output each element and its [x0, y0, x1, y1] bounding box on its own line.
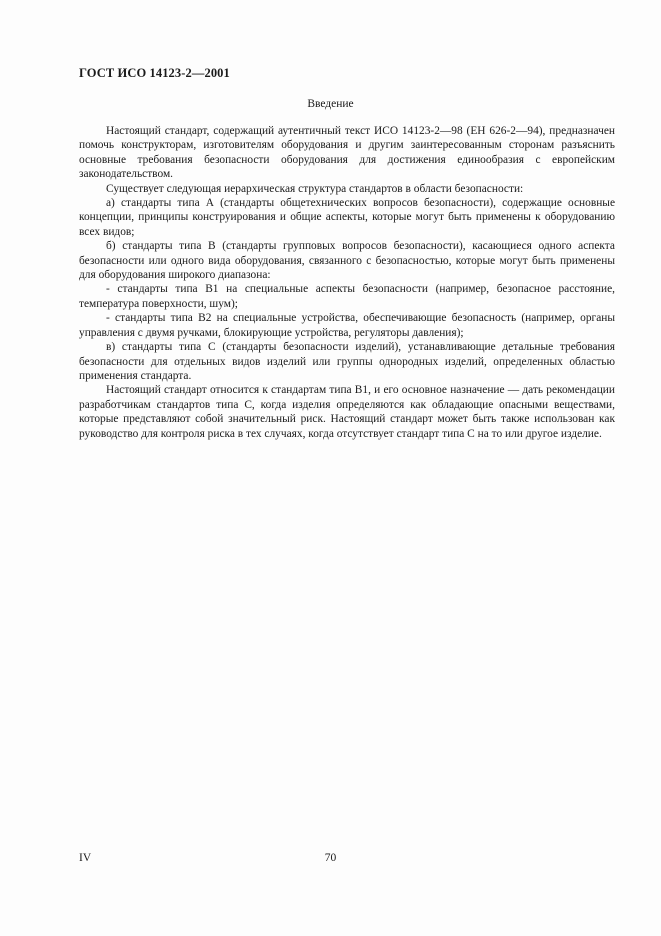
- document-code: ГОСТ ИСО 14123-2—2001: [79, 66, 230, 80]
- paragraph-structure: Существует следующая иерархическая структура стандартов в области безопасности:: [106, 182, 524, 195]
- document-body: [79, 124, 615, 441]
- paragraph-type-b: б) стандарты типа В (стандарты групповых вопросов безопасности), касающиеся одного аспекта безопасности или одного вида оборудования, связанного с безопасностью, которые могут быть применены для оборудования широкого диапазона:: [79, 240, 615, 282]
- section-title: Введение: [307, 98, 354, 110]
- paragraph-type-c: в) стандарты типа С (стандарты безопасности изделий), устанавливающие детальные требования безопасности для отдельных видов изделий или группы однородных изделий, определенных областью применения стандарта.: [79, 341, 615, 382]
- roman-page-number: IV: [79, 852, 92, 864]
- page-number: 70: [324, 852, 337, 864]
- paragraph-purpose: Настоящий стандарт относится к стандартам типа В1, и его основное назначение — дать рекомендации разработчикам стандартов типа С, когда изделия определяются как обладающие опасными веществами, которые представляют собой значительный риск. Настоящий стандарт может быть также использован как руководство для контроля риска в тех случаях, когда отсутствует стандарт типа С на то или другое изделие.: [79, 384, 615, 440]
- paragraph-type-a: а) стандарты типа А (стандарты общетехнических вопросов безопасности), содержащие основные концепции, принципы конструирования и общие аспекты, которые могут быть применены к оборудованию всех видов;: [79, 197, 615, 238]
- paragraph-intro: Настоящий стандарт, содержащий аутентичный текст ИСО 14123-2—98 (ЕН 626-2—94), предназначен помочь конструкторам, изготовителям оборудования и другим заинтересованным сторонам разъяснить основные требования безопасности оборудования для достижения единообразия с европейским законодательством.: [79, 125, 615, 181]
- paragraph-type-b2: - стандарты типа В2 на специальные устройства, обеспечивающие безопасность (например, органы управления с двумя ручками, блокирующие устройства, регуляторы давления);: [79, 312, 615, 339]
- paragraph-type-b1: - стандарты типа В1 на специальные аспекты безопасности (например, безопасное расстояние, температура поверхности, шум);: [79, 283, 615, 310]
